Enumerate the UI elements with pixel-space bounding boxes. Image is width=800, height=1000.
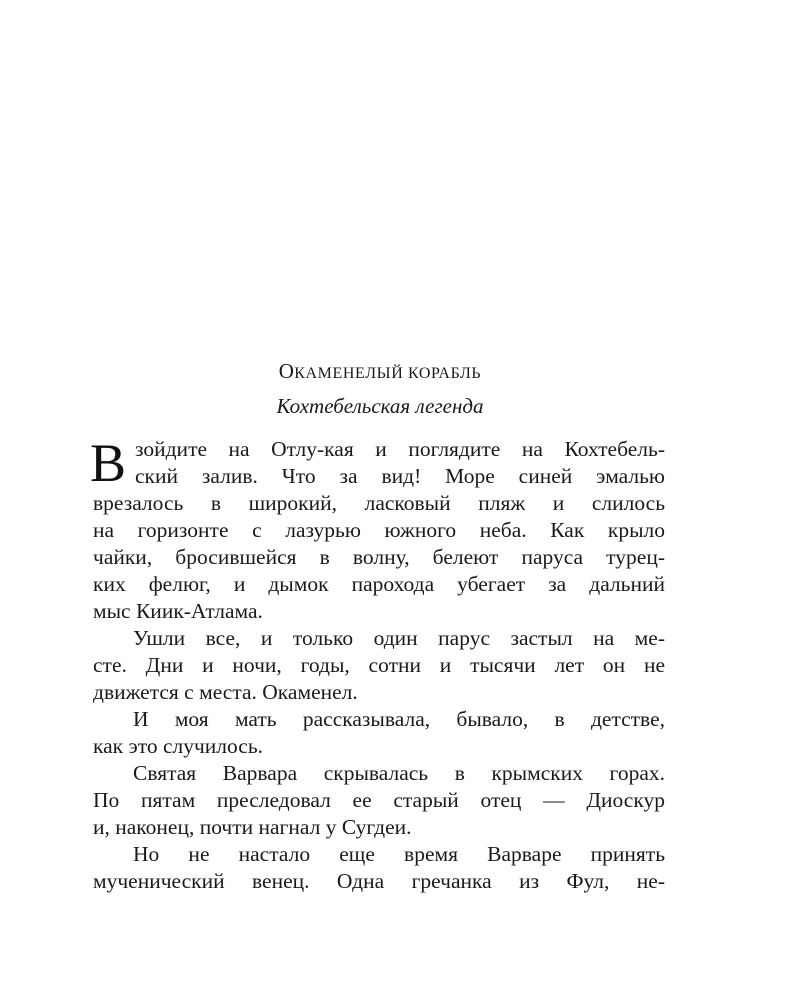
text-line: мыс Киик-Атлама. xyxy=(93,599,263,623)
text-line: ский залив. Что за вид! Море синей эмалью xyxy=(135,464,665,488)
chapter-title-initial: О xyxy=(278,359,295,383)
chapter-title xyxy=(0,357,760,388)
text-line: и, наконец, почти нагнал у Сугдеи. xyxy=(93,815,412,839)
text-line: зойдите на Отлу-кая и поглядите на Кохтебель- xyxy=(135,437,665,461)
drop-cap-letter: В xyxy=(90,433,127,493)
chapter-subtitle: Кохтебельская легенда xyxy=(276,394,484,418)
text-line: Святая Варвара скрывалась в крымских горах. xyxy=(133,761,665,785)
text-line: По пятам преследовал ее старый отец — Диоскур xyxy=(93,788,665,812)
text-line: И моя мать рассказывала, бывало, в детстве, xyxy=(133,707,665,731)
text-line: на горизонте с лазурью южного неба. Как крыло xyxy=(93,518,665,542)
text-line: Ушли все, и только один парус застыл на ме- xyxy=(133,626,665,650)
text-line: Но не настало еще время Варваре принять xyxy=(133,842,665,866)
text-line: движется с места. Окаменел. xyxy=(93,680,358,704)
chapter-title-rest: КАМЕНЕЛЫЙ КОРАБЛЬ xyxy=(294,365,482,382)
text-line: мученический венец. Одна гречанка из Фул, не- xyxy=(93,869,665,893)
text-line: чайки, бросившейся в волну, белеют паруса турец- xyxy=(93,545,665,569)
body-text xyxy=(90,433,665,895)
text-line: врезалось в широкий, ласковый пляж и слилось xyxy=(93,491,665,515)
text-line: как это случилось. xyxy=(93,734,264,758)
text-line: сте. Дни и ночи, годы, сотни и тысячи лет он не xyxy=(93,653,665,677)
text-line: ких фелюг, и дымок парохода убегает за дальний xyxy=(93,572,665,596)
